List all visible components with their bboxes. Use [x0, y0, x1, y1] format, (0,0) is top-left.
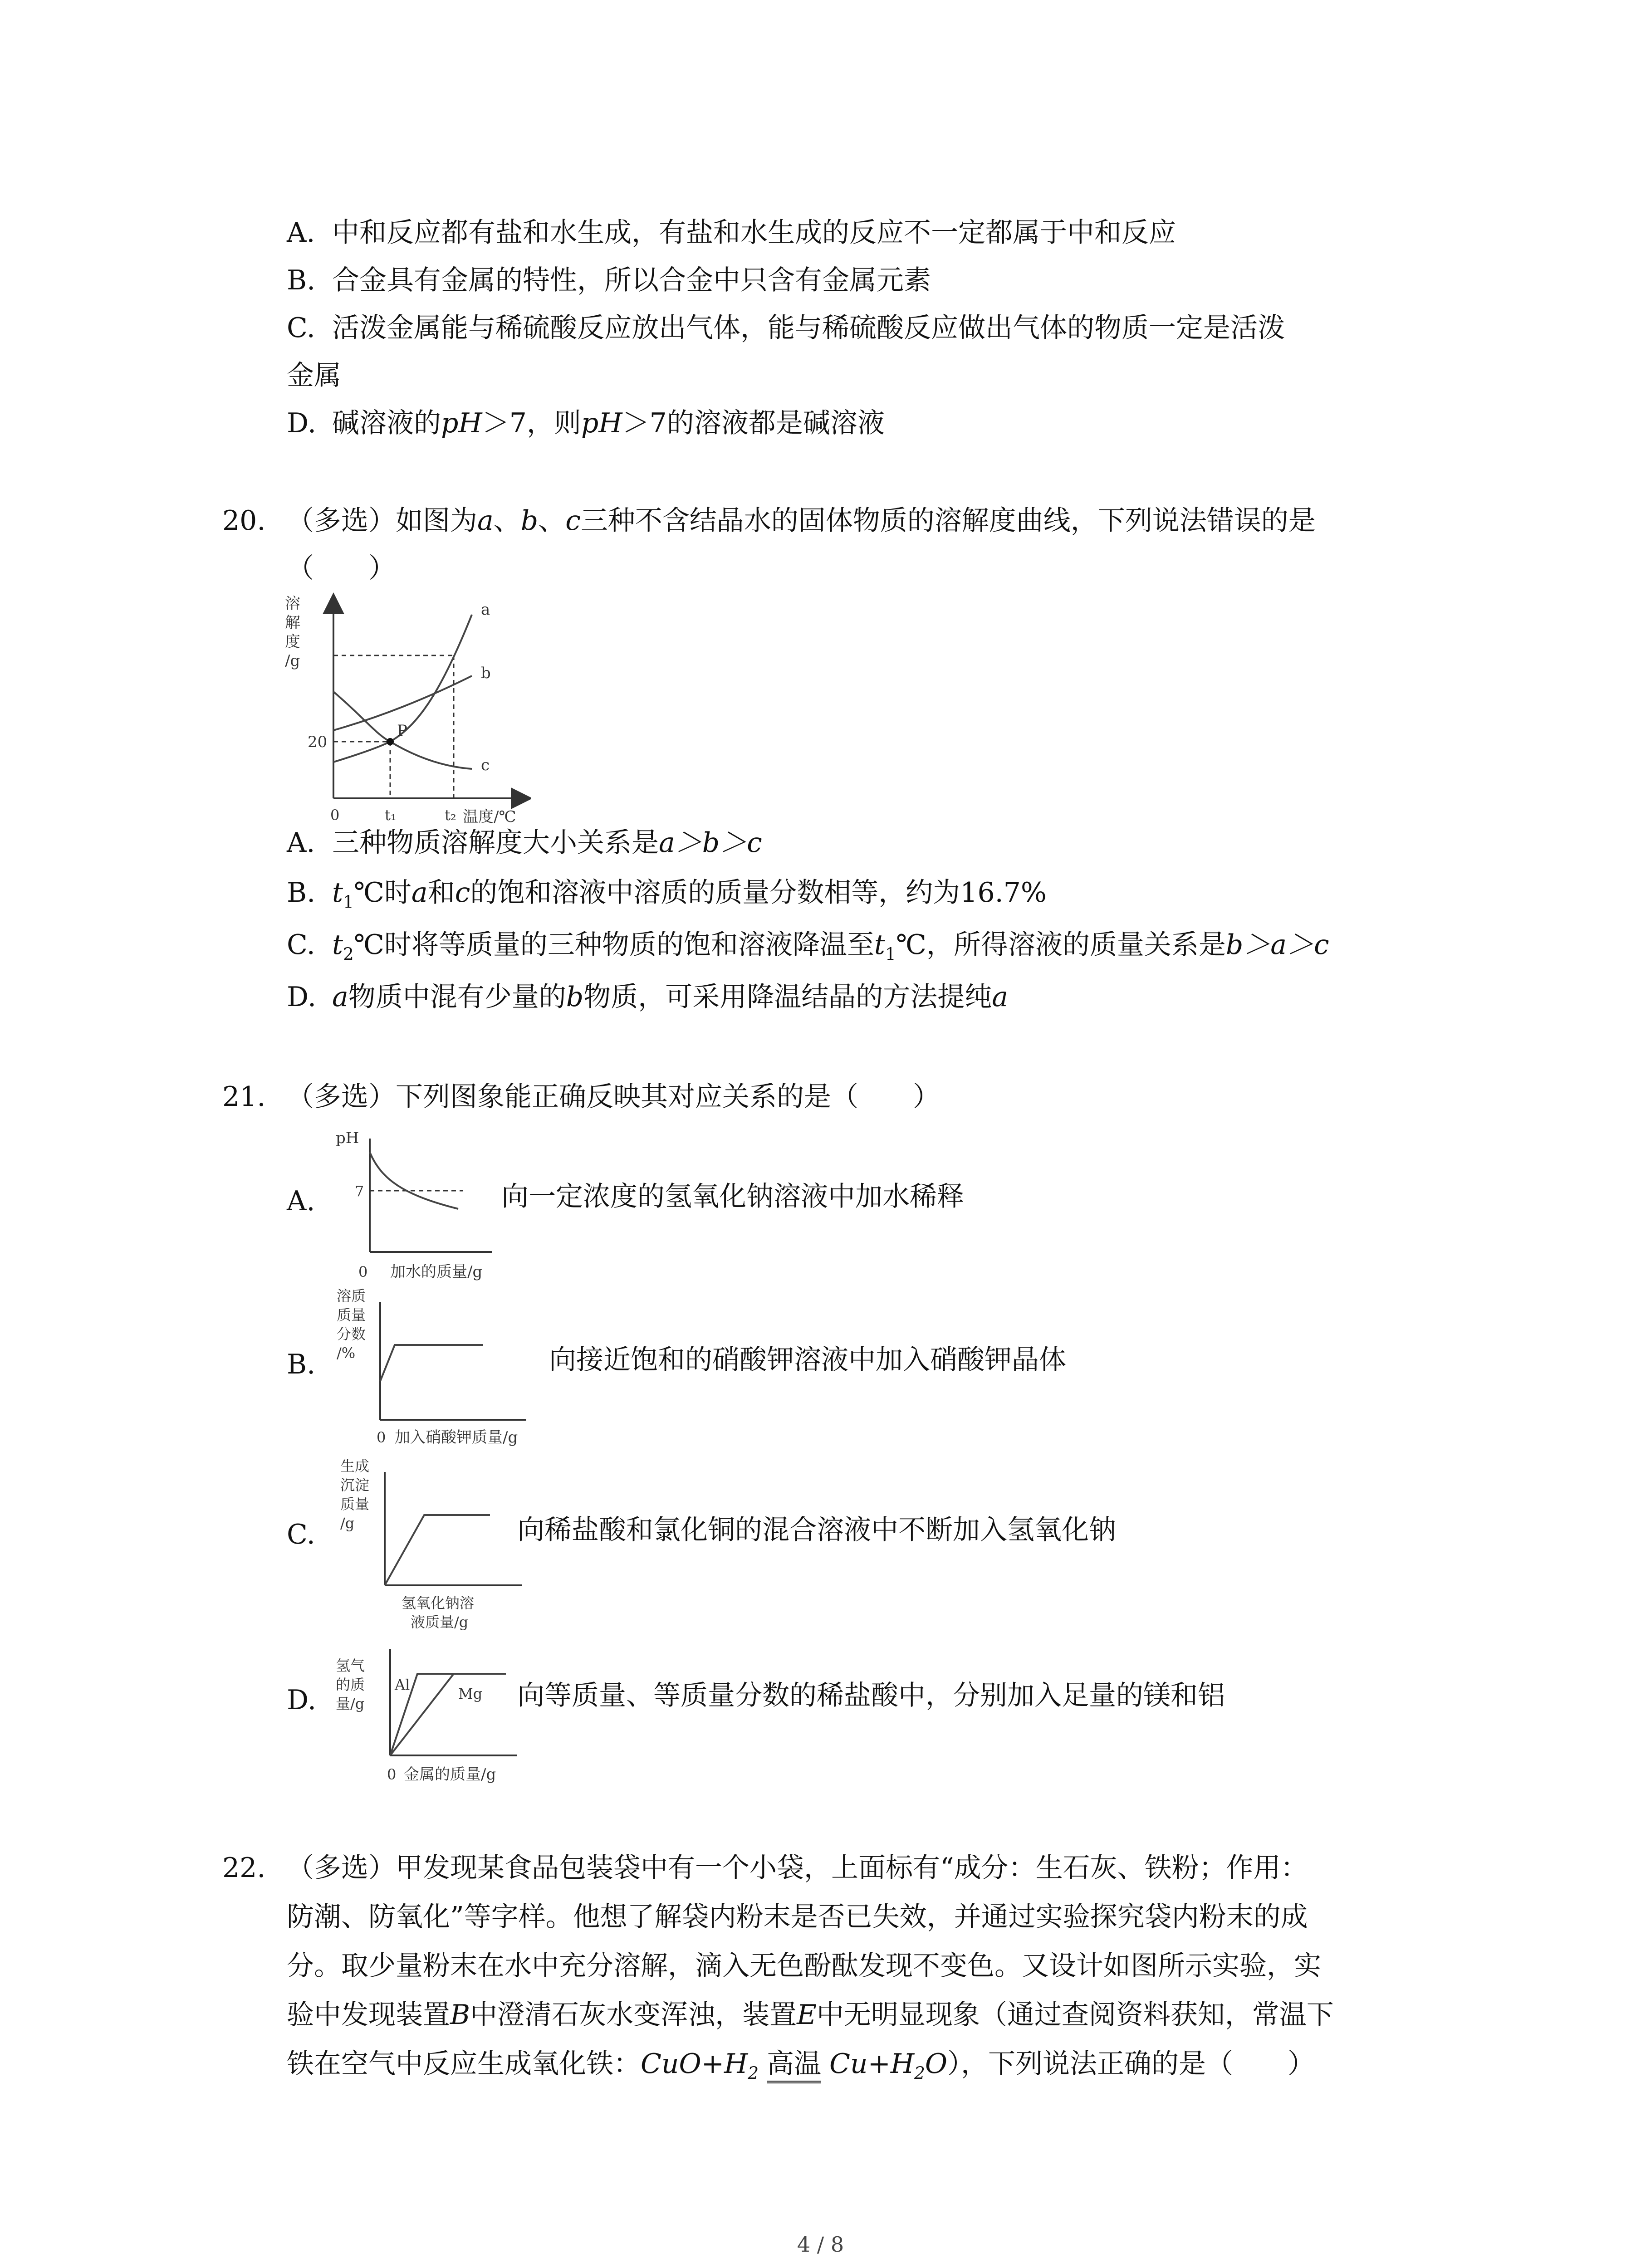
option-letter: B.: [287, 877, 316, 909]
stem-text: 验中发现装置: [287, 1999, 450, 2031]
ylabel-line-4: /%: [337, 1344, 356, 1362]
stem-text: ），下列说法正确的是（ ）: [947, 2048, 1315, 2080]
q19-option-b: [287, 261, 931, 300]
xlabel: 加入硝酸钾质量/g: [395, 1428, 518, 1447]
ylabel-line-2: 解: [285, 614, 300, 632]
option-letter: C.: [287, 312, 315, 344]
origin-label: 0: [358, 1263, 368, 1281]
q21-option-d-letter: [287, 1681, 316, 1720]
option-letter: D.: [287, 1684, 317, 1716]
option-text: 物质中混有少量的: [348, 981, 566, 1013]
subscript: 1: [885, 944, 896, 964]
math-b: b: [520, 505, 539, 537]
equation-right: O: [925, 2048, 948, 2080]
option-text: 碱溶液的: [332, 407, 441, 439]
origin-label: 0: [377, 1429, 386, 1446]
xlabel-line-1: 氢氧化钠溶: [402, 1594, 475, 1612]
stem-text: 中无明显现象（通过查阅资料获知，常温下: [816, 1999, 1334, 2031]
curve-a: [333, 615, 472, 762]
ylabel-line-2: 质量: [337, 1306, 366, 1324]
q21-option-b-letter: [287, 1345, 315, 1384]
math-c: c: [565, 505, 581, 537]
ylabel-line-1: 氢气: [336, 1657, 365, 1674]
option-letter: A.: [287, 827, 315, 859]
math-t: t: [874, 929, 886, 961]
x-tick-t2: t₂: [445, 807, 456, 824]
math-b: b: [566, 981, 584, 1013]
math-a: a: [411, 877, 428, 909]
ylabel-line-2: 沉淀: [340, 1476, 370, 1494]
math-a: a: [332, 981, 348, 1013]
ylabel-line-1: 生成: [340, 1457, 370, 1475]
page-number: 4 / 8: [797, 2232, 844, 2257]
option-text: ＞7，则: [482, 407, 581, 439]
q21-option-d-text: [517, 1676, 1225, 1716]
math-expr: b＞a＞c: [1225, 929, 1329, 961]
q20-paren: [287, 549, 396, 588]
stem-text: 分。取少量粉末在水中充分溶解，滴入无色酚酞发现不变色。又设计如图所示实验，实: [287, 1950, 1321, 1982]
equation-right: Cu+H: [829, 2048, 915, 2080]
curve-a-label: a: [481, 601, 490, 619]
math-a: a: [992, 981, 1008, 1013]
q20-option-d: [287, 978, 1008, 1017]
stem-text: 、: [493, 505, 521, 537]
q21-option-c-text: [517, 1510, 1116, 1550]
option-text: 三种物质溶解度大小关系是: [332, 827, 659, 859]
q21-option-a-letter: [287, 1182, 315, 1221]
q20-stem: [222, 501, 1316, 541]
y-tick-20: 20: [308, 733, 328, 751]
solubility-curve-figure: [277, 590, 531, 826]
q21-stem: [222, 1077, 940, 1117]
ylabel-line-4: /g: [340, 1515, 355, 1532]
q22-line-5: [287, 2044, 1315, 2084]
math-b: B: [450, 1999, 470, 2031]
ylabel-line-2: 的质: [336, 1676, 365, 1693]
ylabel-line-3: 分数: [337, 1325, 366, 1343]
option-text: 物质，可采用降温结晶的方法提纯: [583, 981, 992, 1013]
label-mg: Mg: [458, 1685, 483, 1702]
option-text: 向稀盐酸和氯化铜的混合溶液中不断加入氢氧化钠: [517, 1514, 1116, 1546]
q21-option-a-text: [501, 1177, 964, 1217]
answer-paren: （ ）: [287, 552, 396, 584]
option-letter: D.: [287, 407, 317, 439]
math-e: E: [797, 1999, 817, 2031]
math-t: t: [332, 929, 343, 961]
ylabel-line-1: 溶质: [337, 1287, 366, 1305]
option-text: 合金具有金属的特性，所以合金中只含有金属元素: [332, 264, 931, 296]
q21-graph-d: [327, 1635, 526, 1794]
option-letter: A.: [287, 1185, 315, 1217]
stem-text: （多选）甲发现某食品包装袋中有一个小袋，上面标有“成分：生石灰、铁粉；作用：: [287, 1852, 1308, 1884]
ylabel-line-3: 量/g: [336, 1695, 365, 1712]
math-a: a: [477, 505, 494, 537]
q21-graph-c: [327, 1454, 526, 1640]
q19-option-c-cont: [287, 356, 341, 396]
option-letter: C.: [287, 1519, 315, 1550]
q19-option-c: [287, 308, 1285, 348]
xlabel-line-2: 液质量/g: [411, 1613, 469, 1631]
ylabel-line-1: 溶: [285, 595, 300, 613]
math-c: c: [455, 877, 470, 909]
q21-graph-b: [327, 1284, 554, 1456]
option-text: 向一定浓度的氢氧化钠溶液中加水稀释: [501, 1181, 964, 1212]
origin-label: 0: [387, 1766, 397, 1783]
option-text: 向等质量、等质量分数的稀盐酸中，分别加入足量的镁和铝: [517, 1680, 1225, 1711]
option-text: 活泼金属能与稀硫酸反应放出气体，能与稀硫酸反应做出气体的物质一定是活泼: [332, 312, 1285, 344]
point-p: [387, 738, 394, 745]
option-text: ℃，所得溶液的质量关系是: [896, 929, 1226, 961]
curve-c-label: c: [481, 756, 490, 774]
ylabel-line-4: /g: [285, 652, 300, 670]
stem-text: （多选）如图为: [287, 505, 477, 537]
q22-line-2: [287, 1897, 1308, 1937]
point-p-label: P: [397, 722, 407, 740]
q21-graph-a: [327, 1120, 499, 1284]
xlabel: 温度/℃: [463, 808, 516, 826]
option-text: 中和反应都有盐和水生成，有盐和水生成的反应不一定都属于中和反应: [332, 217, 1176, 249]
subscript: 2: [748, 2063, 759, 2083]
stem-text: 、: [538, 505, 566, 537]
q19-option-d: [287, 404, 885, 443]
stem-text: 中澄清石灰水变浑浊，装置: [470, 1999, 797, 2031]
subscript: 2: [343, 944, 354, 964]
curve-b-label: b: [481, 664, 491, 682]
option-text: ℃时: [353, 877, 411, 909]
q22-line-4: [287, 1995, 1334, 2035]
y-tick-7: 7: [355, 1183, 364, 1200]
math-ph: pH: [441, 407, 482, 439]
option-letter: C.: [287, 929, 315, 961]
stem-text: 三种不含结晶水的固体物质的溶解度曲线，下列说法错误的是: [580, 505, 1316, 537]
option-text: 和: [427, 877, 455, 909]
stem-text: 铁在空气中反应生成氧化铁：: [287, 2048, 641, 2080]
subscript: 2: [914, 2063, 925, 2083]
q20-option-b: [287, 873, 1047, 913]
q21-option-c-letter: [287, 1515, 315, 1554]
math-ph: pH: [581, 407, 622, 439]
question-number: 20.: [222, 505, 266, 537]
ylabel-line-3: 质量: [340, 1496, 370, 1513]
q22-line-1: [222, 1848, 1308, 1888]
option-letter: A.: [287, 217, 315, 249]
curve: [370, 1152, 458, 1209]
option-letter: D.: [287, 981, 317, 1013]
x-tick-t1: t₁: [385, 807, 397, 824]
question-number: 21.: [222, 1081, 266, 1113]
reaction-condition: 高温: [767, 2048, 821, 2083]
option-text: ℃时将等质量的三种物质的饱和溶液降温至: [353, 929, 874, 961]
option-text: 金属: [287, 360, 341, 391]
ylabel-line-3: 度: [285, 633, 300, 651]
origin-label: 0: [330, 807, 340, 824]
q20-option-c: [287, 925, 1329, 965]
stem-text: 防潮、防氧化”等字样。他想了解袋内粉末是否已失效，并通过实验探究袋内粉末的成: [287, 1901, 1308, 1933]
q22-line-3: [287, 1946, 1321, 1986]
option-text: ＞7的溶液都是碱溶液: [622, 407, 885, 439]
stem-text: （多选）下列图象能正确反映其对应关系的是（ ）: [287, 1081, 940, 1113]
curve: [380, 1345, 483, 1381]
q21-option-b-text: [549, 1340, 1066, 1380]
math-expr: a＞b＞c: [659, 827, 762, 859]
xlabel: 金属的质量/g: [404, 1765, 496, 1784]
option-text: 的饱和溶液中溶质的质量分数相等，约为16.7%: [470, 877, 1047, 909]
equation-left: CuO+H: [641, 2048, 748, 2080]
curve: [385, 1515, 490, 1585]
option-text: 向接近饱和的硝酸钾溶液中加入硝酸钾晶体: [549, 1344, 1066, 1376]
q19-option-a: [287, 213, 1176, 253]
q20-option-a: [287, 823, 762, 863]
question-number: 22.: [222, 1852, 266, 1884]
label-al: Al: [395, 1676, 410, 1693]
option-letter: B.: [287, 1349, 316, 1380]
math-t: t: [332, 877, 343, 909]
xlabel: 加水的质量/g: [390, 1263, 483, 1281]
subscript: 1: [343, 892, 354, 912]
ylabel: pH: [336, 1129, 359, 1147]
option-letter: B.: [287, 264, 316, 296]
